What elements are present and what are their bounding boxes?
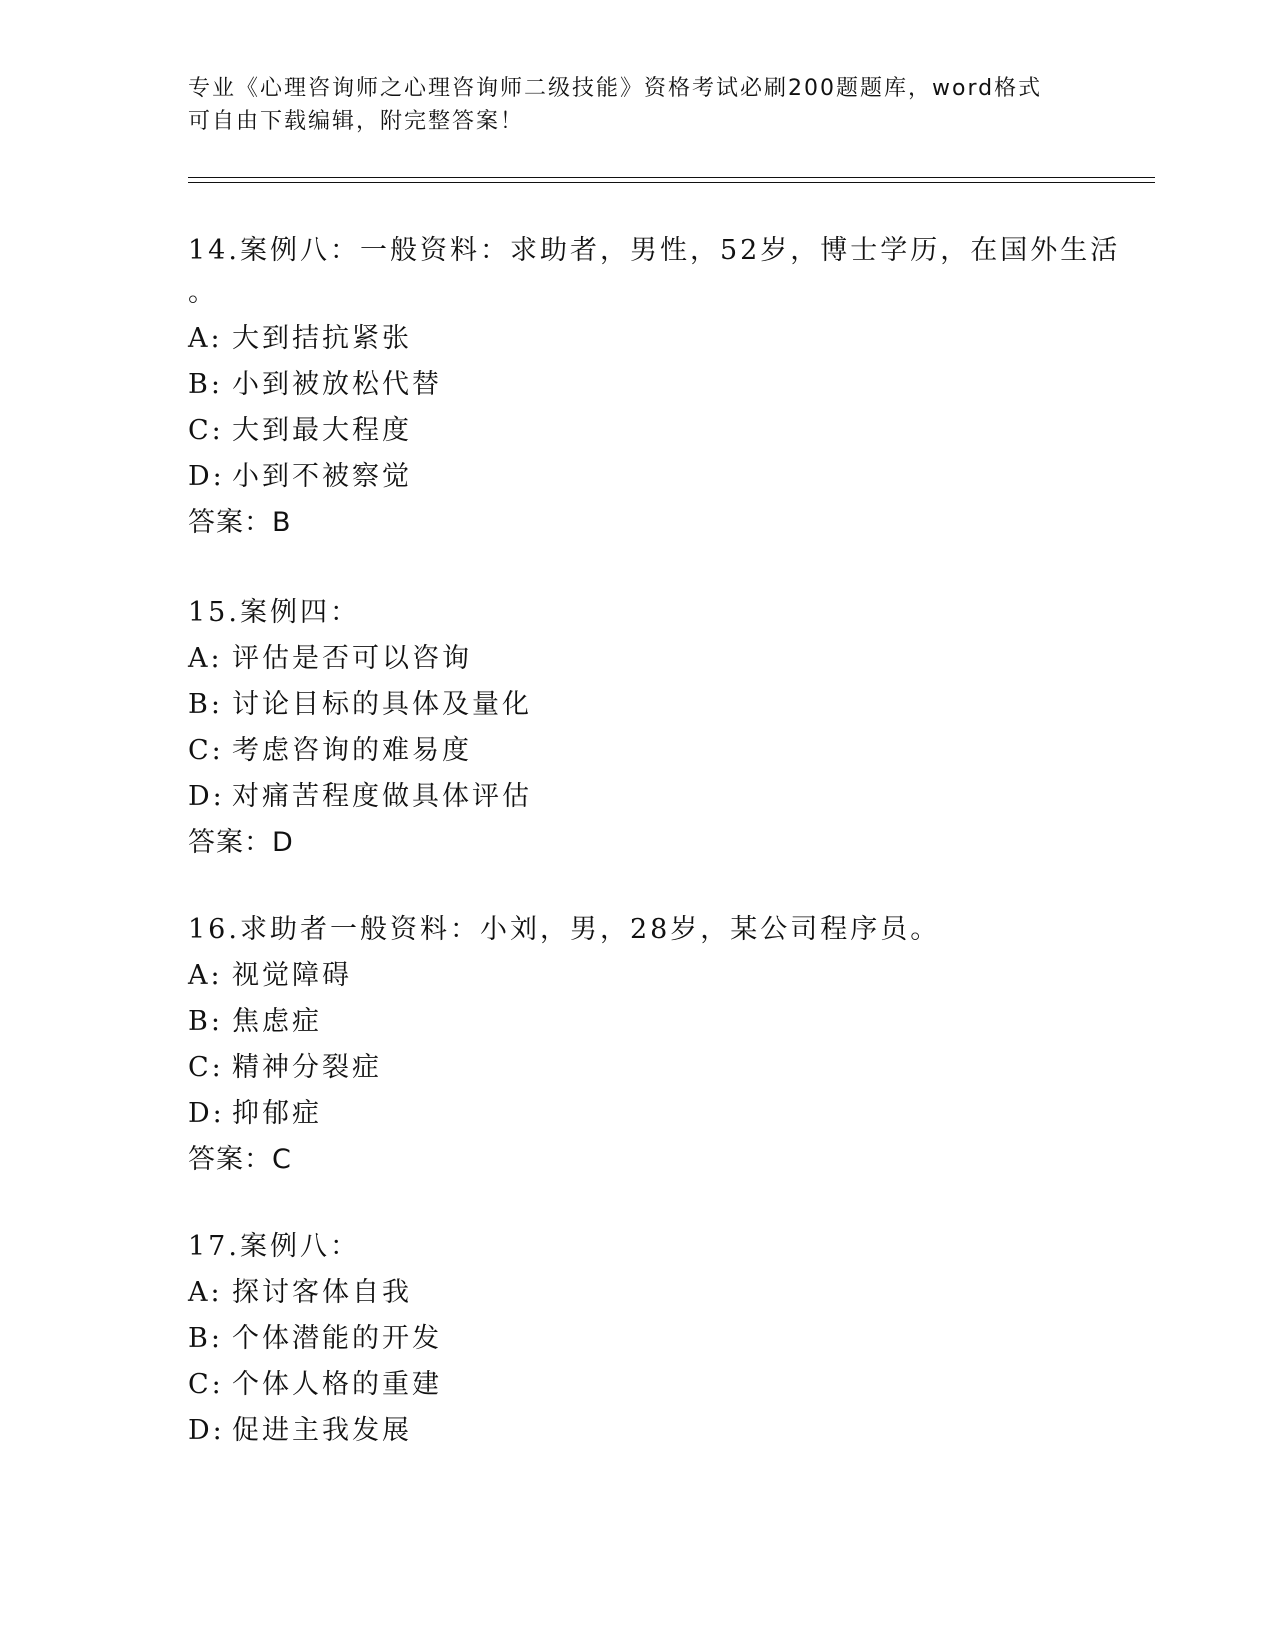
option-text: 对痛苦程度做具体评估 <box>232 781 532 812</box>
option-key: B: <box>188 1006 223 1037</box>
option-key: A: <box>188 323 223 354</box>
option-text: 探讨客体自我 <box>232 1277 412 1308</box>
option-text: 考虑咨询的难易度 <box>232 735 472 766</box>
option-key: B: <box>188 369 223 400</box>
option-d <box>188 1408 1148 1454</box>
option-key: A: <box>188 960 223 991</box>
option-c <box>188 728 1148 774</box>
question-15 <box>188 590 1148 866</box>
option-text: 大到最大程度 <box>232 415 412 446</box>
option-text: 大到拮抗紧张 <box>232 323 412 354</box>
answer: 答案：B <box>188 507 292 538</box>
option-key: C: <box>188 735 224 766</box>
question-14 <box>188 228 1148 546</box>
question-17 <box>188 1224 1148 1454</box>
option-a <box>188 316 1148 362</box>
answer: 答案：C <box>188 1144 292 1175</box>
option-key: D: <box>188 1415 225 1446</box>
question-title: 14.案例八：一般资料：求助者，男性，52岁，博士学历，在国外生活 <box>188 235 1121 266</box>
question-title-continuation: 。 <box>188 277 215 308</box>
header-divider-bottom <box>188 182 1155 183</box>
option-c <box>188 408 1148 454</box>
question-title: 16.求助者一般资料：小刘，男，28岁，某公司程序员。 <box>188 914 941 945</box>
option-d <box>188 454 1148 500</box>
option-c <box>188 1362 1148 1408</box>
option-text: 抑郁症 <box>232 1098 322 1129</box>
answer: 答案：D <box>188 827 294 858</box>
option-key: A: <box>188 643 223 674</box>
option-text: 个体潜能的开发 <box>232 1323 442 1354</box>
option-a <box>188 636 1148 682</box>
option-b <box>188 362 1148 408</box>
option-key: B: <box>188 1323 223 1354</box>
option-c <box>188 1045 1148 1091</box>
option-text: 视觉障碍 <box>232 960 352 991</box>
option-b <box>188 1316 1148 1362</box>
option-text: 评估是否可以咨询 <box>232 643 472 674</box>
option-key: C: <box>188 415 224 446</box>
option-key: A: <box>188 1277 223 1308</box>
option-text: 焦虑症 <box>232 1006 322 1037</box>
question-title: 17.案例八： <box>188 1231 360 1262</box>
header-line-2: 可自由下载编辑，附完整答案！ <box>188 109 525 134</box>
question-title: 15.案例四： <box>188 597 360 628</box>
header-divider-top <box>188 177 1155 178</box>
option-b <box>188 999 1148 1045</box>
option-key: C: <box>188 1052 224 1083</box>
option-a <box>188 953 1148 999</box>
option-a <box>188 1270 1148 1316</box>
option-text: 精神分裂症 <box>232 1052 382 1083</box>
option-key: B: <box>188 689 223 720</box>
option-text: 个体人格的重建 <box>232 1369 442 1400</box>
option-text: 促进主我发展 <box>232 1415 412 1446</box>
option-key: D: <box>188 461 225 492</box>
option-text: 小到不被察觉 <box>232 461 412 492</box>
document-header <box>188 72 1088 138</box>
header-line-1: 专业《心理咨询师之心理咨询师二级技能》资格考试必刷200题题库，word格式 <box>188 76 1043 101</box>
question-16 <box>188 907 1148 1183</box>
option-key: C: <box>188 1369 224 1400</box>
option-text: 小到被放松代替 <box>232 369 442 400</box>
option-key: D: <box>188 781 225 812</box>
option-key: D: <box>188 1098 225 1129</box>
option-d <box>188 1091 1148 1137</box>
option-d <box>188 774 1148 820</box>
option-text: 讨论目标的具体及量化 <box>232 689 532 720</box>
option-b <box>188 682 1148 728</box>
